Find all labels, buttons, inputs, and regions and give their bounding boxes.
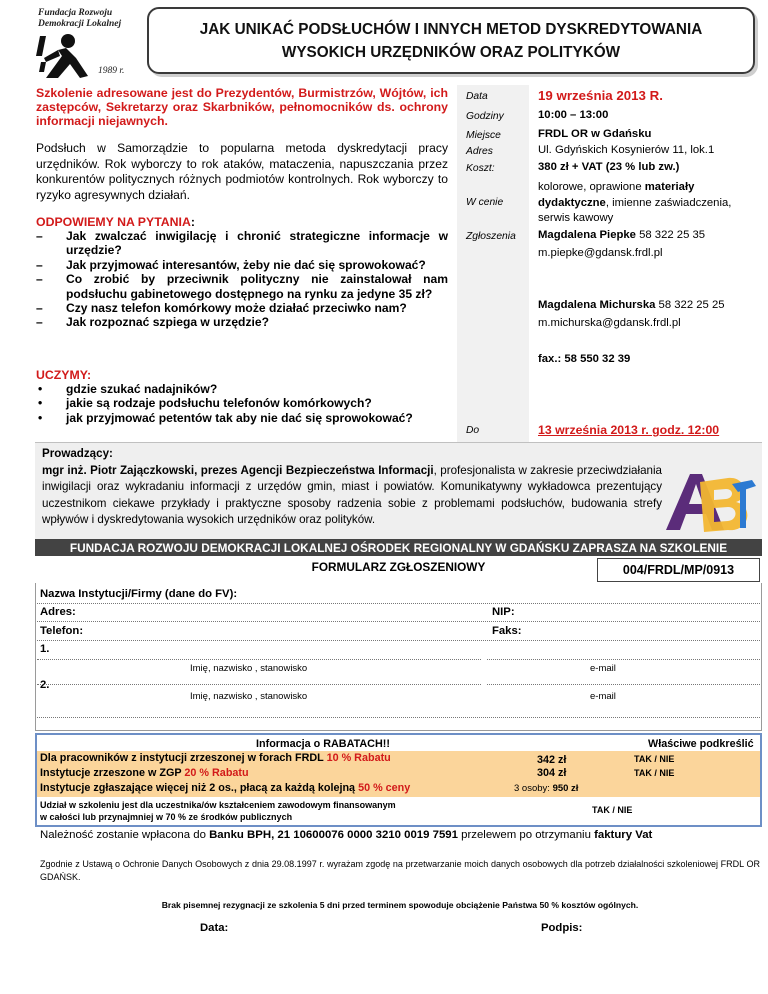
place-label: Miejsce bbox=[466, 130, 501, 141]
title-line-1: JAK UNIKAĆ PODSŁUCHÓW I INNYCH METOD DYSKREDYTOWANIA bbox=[199, 20, 703, 38]
discount-row-3: Instytucje zgłaszające więcej niż 2 os., płacą za każdą kolejną 50 % ceny bbox=[40, 782, 411, 794]
form-title: FORMULARZ ZGŁOSZENIOWY bbox=[311, 560, 486, 574]
org-logo-year: 1989 r. bbox=[98, 66, 125, 76]
list-item: – Jak zwalczać inwigilację i chronić strategiczne informacje w urzędzie? bbox=[36, 229, 448, 258]
learn-heading: UCZYMY: bbox=[36, 368, 92, 382]
page-title bbox=[147, 7, 755, 74]
price-includes-value: kolorowe, oprawione materiały dydaktyczne, imienne zaświadczenia, serwis kawowy bbox=[538, 181, 732, 224]
date-label: Data bbox=[466, 91, 488, 102]
list-item: • gdzie szukać nadajników? bbox=[38, 382, 218, 396]
participant-1-number: 1. bbox=[40, 643, 50, 655]
description-paragraph: Podsłuch w Samorządzie to popularna metoda dyskredytacji pracy urzędników. Rok wyborczy to rok ataków, mataczenia, napuszczania przez konkurentów politycznych różnych podmiotów kontrolnych. Rok wyborczy to ryzyko agresywnych działań. bbox=[36, 141, 448, 202]
walking-figure-logo-icon bbox=[36, 32, 98, 82]
participant-2-line bbox=[37, 717, 760, 718]
institution-field-label: Nazwa Instytucji/Firmy (dane do FV): bbox=[40, 588, 238, 600]
phone-field-label: Telefon: bbox=[40, 625, 84, 637]
discount-row-3-price: 3 osoby: 950 zł bbox=[514, 783, 579, 794]
fax-field-label: Faks: bbox=[492, 625, 522, 637]
questions-list bbox=[36, 229, 448, 330]
cancellation-policy: Brak pisemnej rezygnacji ze szkolenia 5 dni przed terminem spowoduje obciążenie Państwa 50 % kosztów ogólnych. bbox=[161, 900, 639, 910]
org-logo-name: Fundacja Rozwoju Demokracji Lokalnej bbox=[38, 8, 122, 29]
cost-value: 380 zł + VAT (23 % lub zw.) bbox=[538, 161, 680, 173]
address-value: Ul. Gdyńskich Kosynierów 11, lok.1 bbox=[538, 144, 715, 156]
fax-number: fax.: 58 550 32 39 bbox=[538, 353, 631, 365]
phone-field[interactable] bbox=[37, 640, 760, 641]
cost-label: Koszt: bbox=[466, 163, 495, 174]
form-code: 004/FRDL/MP/0913 bbox=[597, 558, 760, 582]
public-funding-choice[interactable]: TAK / NIE bbox=[592, 805, 633, 815]
date-signature-label: Data: bbox=[200, 922, 229, 934]
data-consent: Zgodnie z Ustawą o Ochronie Danych Osobowych z dnia 29.08.1997 r. wyrażam zgodę na przetwarzanie moich danych osobowych dla potrzeb działalności szkoleniowej FRDL OR GDAŃSK. bbox=[40, 859, 760, 882]
place-value: FRDL OR w Gdańsku bbox=[538, 128, 652, 140]
institution-field[interactable] bbox=[37, 603, 760, 604]
payment-info: Należność zostanie wpłacona do Banku BPH, 21 10600076 0000 3210 0019 7591 przelewem po otrzymaniu faktury Vat bbox=[40, 829, 653, 841]
discount-row-2-choice[interactable]: TAK / NIE bbox=[634, 768, 675, 778]
discount-row-2: Instytucje zrzeszone w ZGP 20 % Rabatu bbox=[40, 767, 249, 779]
invitation-text: FUNDACJA ROZWOJU DEMOKRACJI LOKALNEJ OŚRODEK REGIONALNY W GDAŃSKU ZAPRASZA NA SZKOLENIE bbox=[69, 541, 728, 555]
address-label: Adres bbox=[466, 146, 493, 157]
trainer-text bbox=[42, 446, 662, 529]
list-item: – Czy nasz telefon komórkowy może działać przeciwko nam? bbox=[36, 301, 407, 316]
registration-form bbox=[35, 583, 762, 731]
applications-label: Zgłoszenia bbox=[466, 231, 516, 242]
list-item: – Jak przyjmować interesantów, żeby nie dać się sprowokować? bbox=[36, 257, 426, 272]
deadline-label: Do bbox=[466, 425, 480, 436]
questions-heading: ODPOWIEMY NA PYTANIA: bbox=[36, 215, 195, 229]
participant-2-number: 2. bbox=[40, 679, 50, 691]
participant-1-hint: Imię, nazwisko , stanowisko bbox=[190, 663, 308, 674]
contact-2: Magdalena Michurska 58 322 25 25 bbox=[538, 299, 725, 311]
public-funding-note: Udział w szkoleniu jest dla uczestnika/ów kształceniem zawodowym finansowanym w całości lub przynajmniej w 70 % ze środków publicznych bbox=[40, 800, 396, 822]
participant-1-email-field[interactable] bbox=[487, 659, 760, 660]
deadline-value: 13 września 2013 r. godz. 12:00 bbox=[538, 423, 720, 437]
discount-row-1: Dla pracowników z instytucji zrzeszonej w forach FRDL 10 % Rabatu bbox=[40, 752, 391, 764]
discount-row-1-price: 342 zł bbox=[537, 754, 567, 766]
list-item: – Co zrobić by przeciwnik polityczny nie zainstalował nam podsłuchu gabinetowego dostępnego na rynku za jedyne 35 zł? bbox=[36, 272, 448, 301]
date-value: 19 września 2013 R. bbox=[538, 88, 663, 103]
list-item: • jakie są rodzaje podsłuchu telefonów komórkowych? bbox=[38, 396, 372, 411]
trainer-name: mgr inż. Piotr Zajączkowski, prezes Agencji Bezpieczeństwa Informacji bbox=[42, 463, 434, 477]
trainer-label: Prowadzący: bbox=[42, 447, 113, 460]
audience-intro: Szkolenie adresowane jest do Prezydentów, Burmistrzów, Wójtów, ich zastępców, Sekretarzy oraz Skarbników, pełnomocników ds. ochrony informacji niejawnych. bbox=[36, 86, 448, 128]
participant-2-email-field[interactable] bbox=[487, 684, 760, 685]
list-item: • jak przyjmować petentów tak aby nie dać się sprowokować? bbox=[38, 410, 413, 425]
discount-row-1-choice[interactable]: TAK / NIE bbox=[634, 754, 675, 764]
abi-logo-icon bbox=[662, 468, 758, 534]
signature-label: Podpis: bbox=[541, 922, 583, 934]
participant-1-email-hint: e-mail bbox=[590, 663, 616, 674]
participant-1-field[interactable] bbox=[37, 659, 481, 660]
participant-2-email-hint: e-mail bbox=[590, 691, 616, 702]
time-value: 10:00 – 13:00 bbox=[538, 109, 609, 121]
participant-2-field[interactable] bbox=[37, 684, 481, 685]
address-field[interactable] bbox=[37, 621, 760, 622]
nip-field-label: NIP: bbox=[492, 606, 515, 618]
underline-instruction: Właściwe podkreślić bbox=[648, 738, 754, 750]
title-line-2: WYSOKICH URZĘDNIKÓW ORAZ POLITYKÓW bbox=[281, 43, 621, 61]
discount-row-2-price: 304 zł bbox=[537, 767, 567, 779]
discount-title: Informacja o RABATACH!! bbox=[256, 738, 390, 750]
learn-list bbox=[36, 382, 448, 425]
time-label: Godziny bbox=[466, 111, 504, 122]
address-field-label: Adres: bbox=[40, 606, 76, 618]
price-includes-label: W cenie bbox=[466, 197, 504, 208]
contact-2-email[interactable]: m.michurska@gdansk.frdl.pl bbox=[538, 317, 681, 329]
contact-1: Magdalena Piepke 58 322 25 35 bbox=[538, 229, 706, 241]
contact-1-email[interactable]: m.piepke@gdansk.frdl.pl bbox=[538, 247, 663, 259]
list-item: – Jak rozpoznać szpiega w urzędzie? bbox=[36, 315, 269, 330]
trainer-bio: , profesjonalista w zakresie przeciwdziałania inwigilacji oraz wykradaniu informacji z urzędów gmin, miast i powiatów. Komunikatywny wykładowca prezentujący uczestnikom ciekawe przykłady i praktyczne sposoby radzenia sobie z problemami podsłuchów, budowania strefy wpływów i dyskredytowania wysokich urzędników oraz polityków. bbox=[42, 463, 662, 527]
participant-2-hint: Imię, nazwisko , stanowisko bbox=[190, 691, 308, 702]
